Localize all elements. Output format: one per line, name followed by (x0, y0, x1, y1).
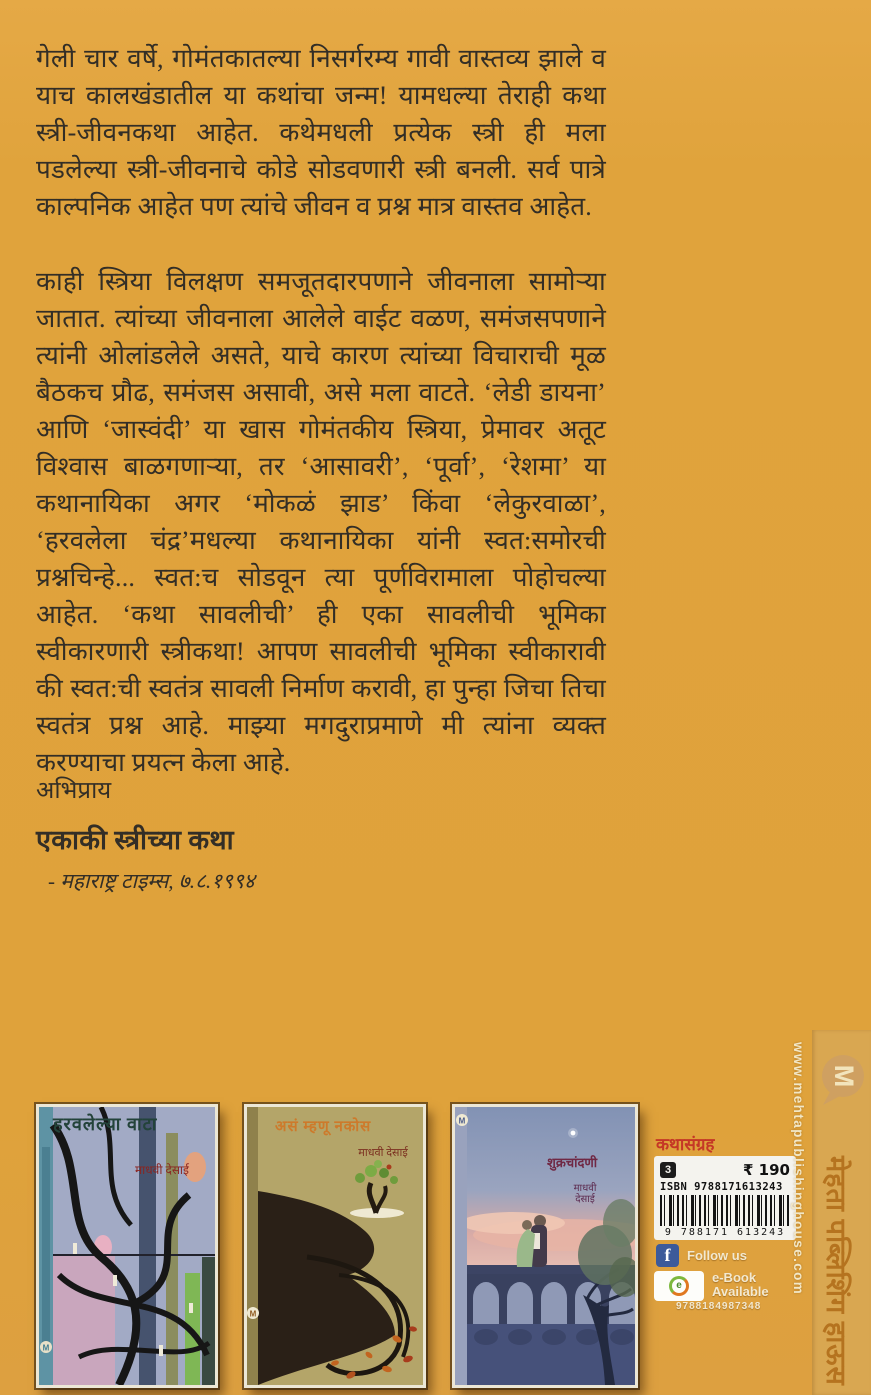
book-thumbnail-2 (244, 1104, 426, 1388)
publisher-website: www.mehtapublishinghouse.com (791, 1042, 806, 1296)
review-source: - महाराष्ट्र टाइम्स, ७.८.१९९४ (48, 869, 255, 893)
author-note-paragraph-2: काही स्त्रिया विलक्षण समजूतदारपणाने जीवनाला सामोऱ्या जातात. त्यांच्या जीवनाला आलेले वाईट वळण, समंजसपणाने त्यांनी ओलांडलेले असते, याचे कारण त्यांच्या विचाराची मूळ बैठकच प्रौढ, समंजस असावी, असे मला वाटते. ‘लेडी डायना’ आणि ‘जास्वंदी’ या खास गोमंतकीय स्त्रिया, प्रेमावर अतूट विश्वास बाळगणाऱ्या, तर ‘आसावरी’, ‘पूर्वा’, ‘रेशमा’ या कथानायिका अगर ‘मोकळं झाड’ किंवा ‘लेकुरवाळा’, ‘हरवलेला चंद्र’मधल्या कथानायिका यांनी स्वत:समोरची प्रश्नचिन्हे... स्वत:च सोडवून त्या पूर्णविरामाला पोहोचल्या आहेत. ‘कथा सावलीची’ ही एका सावलीची भूमिका स्वीकारणारी स्त्रीकथा! आपण सावलीची भूमिका स्वीकारावी की स्वत:ची स्वतंत्र सावली निर्माण करावी, हा पुन्हा जिचा तिचा स्वतंत्र प्रश्न आहे. माझ्या मगदुराप्रमाणे मी त्यांना व्यक्त करण्याचा प्रयत्न केला आहे. (36, 267, 606, 777)
publisher-logo-icon (818, 1052, 866, 1110)
ebook-available-badge (654, 1271, 769, 1301)
isbn-panel-top-row (660, 1161, 790, 1179)
review-section (36, 776, 255, 895)
book1-author: माधवी देसाई (135, 1163, 189, 1177)
genre-label: कथासंग्रह (656, 1135, 715, 1154)
svg-text:M: M (249, 1309, 257, 1319)
ebook-label-line1: e-Book (712, 1270, 757, 1285)
book1-title: हरवलेल्या वाटा (53, 1114, 158, 1134)
ebook-logo-box (654, 1271, 704, 1301)
svg-text:M: M (42, 1343, 50, 1353)
svg-text:M: M (829, 1064, 859, 1088)
price-label: ₹ 190 (743, 1161, 790, 1179)
isbn-panel (654, 1156, 796, 1240)
author-note (36, 40, 606, 781)
review-headline: एकाकी स्त्रीच्या कथा (36, 825, 234, 855)
facebook-follow-badge (656, 1244, 747, 1267)
ebook-isbn: 9788184987348 (676, 1301, 762, 1312)
barcode-image (660, 1195, 790, 1226)
book3-author: माधवी देसाई (573, 1183, 597, 1205)
ebook-label-line2: Available (712, 1284, 769, 1299)
isbn-text: ISBN 9788171613243 (660, 1181, 783, 1193)
facebook-icon: f (656, 1244, 679, 1267)
book2-title: असं म्हणू नकोस (275, 1119, 372, 1135)
barcode-digits: 9 788171 613243 (664, 1227, 786, 1238)
facebook-follow-label: Follow us (687, 1248, 747, 1263)
book2-author: माधवी देसाई (358, 1147, 408, 1159)
book3-title: शुक्रचांदणी (547, 1155, 598, 1170)
book-thumbnail-3 (452, 1104, 638, 1388)
publisher-name: मेहता पब्लिशिंग हाऊस (821, 1156, 851, 1386)
author-note-paragraph-1: गेली चार वर्षे, गोमंतकातल्या निसर्गरम्य गावी वास्तव्य झाले व याच कालखंडातील या कथांचा जन्म! यामधल्या तेराही कथा स्त्री-जीवनकथा आहेत. कथेमधली प्रत्येक स्त्री ही मला पडलेल्या स्त्री-जीवनाचे कोडे सोडवणारी स्त्री बनली. सर्व पात्रे काल्पनिक आहेत पण त्यांचे जीवन व प्रश्न मात्र वास्तव आहेत. (36, 44, 606, 221)
book-thumbnail-1 (36, 1104, 218, 1388)
svg-text:M: M (458, 1116, 466, 1126)
ebook-available-label (712, 1271, 769, 1299)
book3-cover-art (455, 1107, 635, 1385)
category-code-badge: 3 (660, 1162, 676, 1178)
book1-cover-art (39, 1107, 215, 1385)
review-label: अभिप्राय (36, 778, 112, 804)
ebook-logo-icon: e (669, 1276, 689, 1296)
